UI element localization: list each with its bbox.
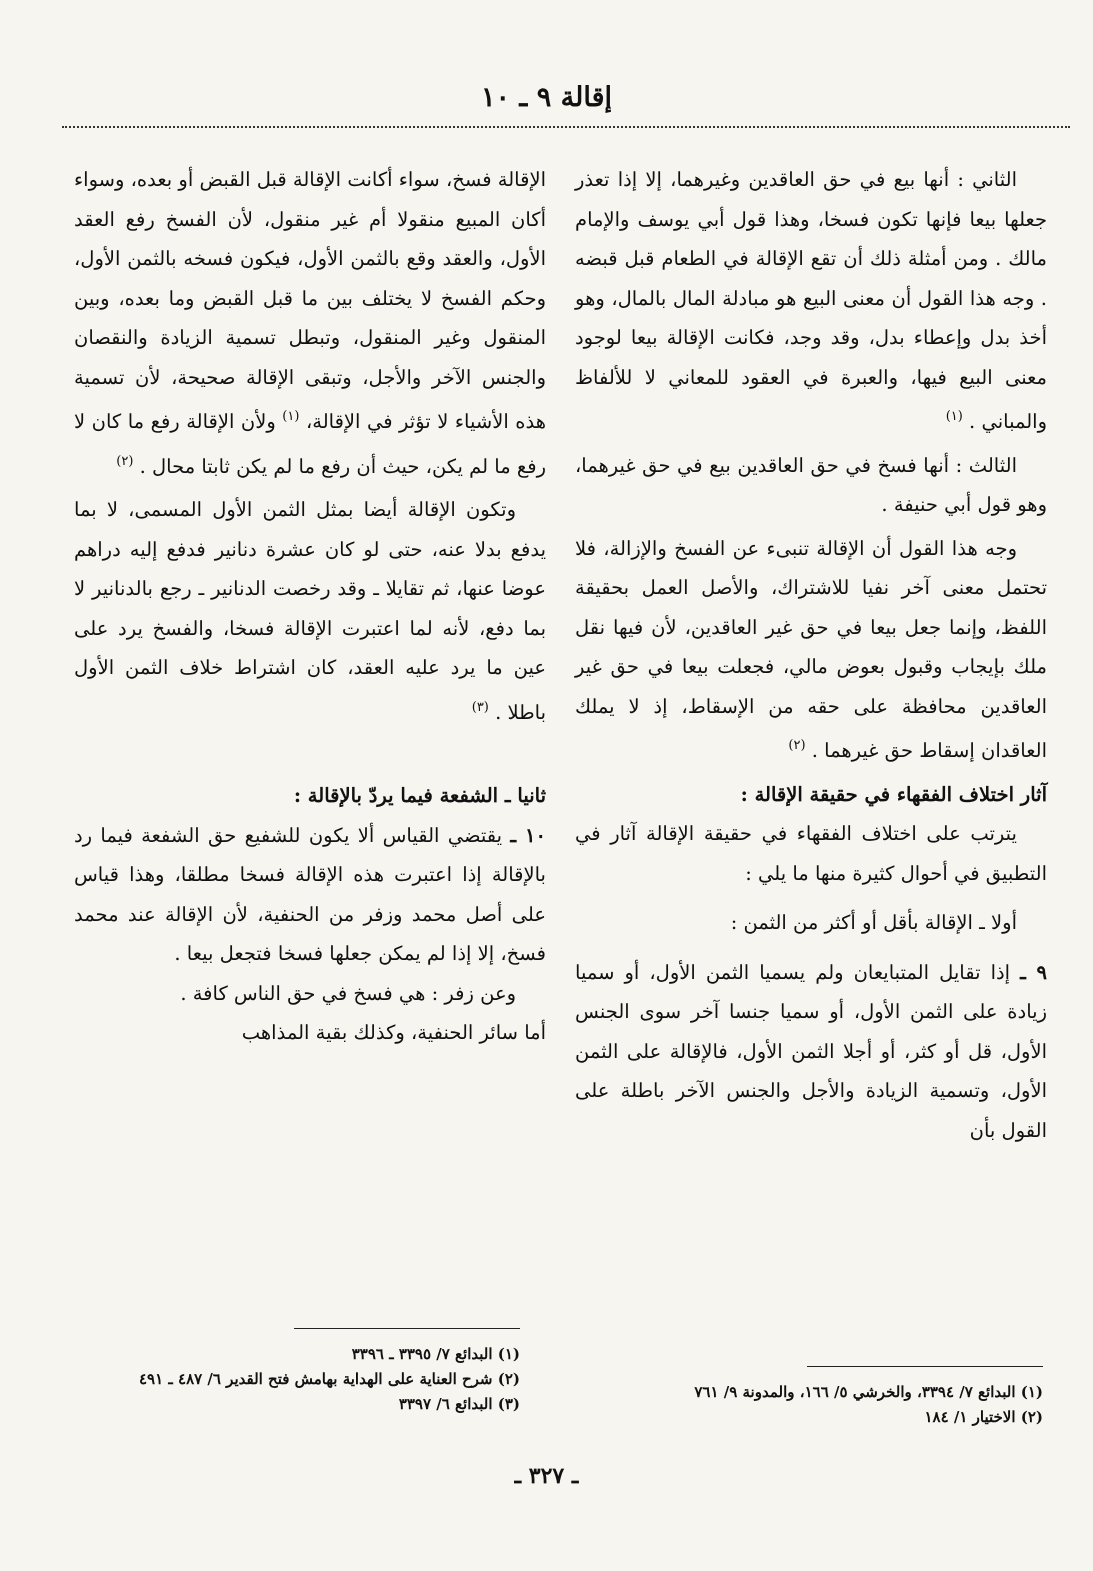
footnote-marker: (١): [945, 409, 963, 424]
footnote-divider: [807, 1366, 1043, 1367]
paragraph: وعن زفر : هي فسخ في حق الناس كافة .: [180, 981, 516, 1005]
page-number: ـ ٣٢٧ ـ: [514, 1463, 579, 1489]
header-divider: [62, 126, 1070, 128]
right-column: [575, 160, 1047, 1150]
paragraph: وجه هذا القول أن الإقالة تنبىء عن الفسخ والإزالة، فلا تحتمل معنى آخر نفيا للاشتراك، والأصل العمل بحقيقة اللفظ، وإنما جعل بيعا في حق غير العاقدين، لأن فيها نقل ملك بإيجاب وقبول بعوض مالي، فجعلت بيعا في حق غير العاقدين محافظة على حقه من الإسقاط، إذ لا يملك العاقدان إسقاط حق غيرهما . $^{(٢)}$: [575, 536, 1047, 762]
footnote: (١) البدائع ٧/ ٣٣٩٤، والخرشي ٥/ ١٦٦، والمدونة ٩/ ٧٦١: [694, 1383, 1043, 1401]
paragraph: ٩ ـ إذا تقايل المتبايعان ولم يسميا الثمن الأول، أو سميا زيادة على الثمن الأول، أو سميا جنسا آخر سوى الجنس الأول، قل أو كثر، أو أجلا الثمن الأول، فالإقالة على الثمن الأول، وتسمية الزيادة والأجل والجنس الآخر باطلة على القول بأن: [575, 960, 1047, 1142]
footnote: (٢) الاختيار ١/ ١٨٤: [924, 1408, 1043, 1426]
left-column: [74, 160, 546, 1053]
paragraph: الثالث : أنها فسخ في حق العاقدين بيع في حق غيرهما، وهو قول أبي حنيفة .: [575, 453, 1047, 516]
paragraph: الثاني : أنها بيع في حق العاقدين وغيرهما، إلا إذا تعذر جعلها بيعا فإنها تكون فسخا، وهذا قول أبي يوسف والإمام مالك . ومن أمثلة ذلك أن تقع الإقالة في الطعام قبل قبضه . وجه هذا القول أن معنى البيع هو مبادلة المال بالمال، وهو أخذ بدل وإعطاء بدل، وقد وجد، فكانت الإقالة بيعا لوجود معنى البيع فيها، والعبرة في العقود للمعاني لا للألفاظ والمباني . $^{(١)}$: [575, 168, 1047, 433]
paragraph: ١٠ ـ يقتضي القياس ألا يكون للشفيع حق الشفعة فيما رد بالإقالة إذا اعتبرت هذه الإقالة فسخا مطلقا، وهذا قياس على أصل محمد وزفر من الحنفية، لأن الإقالة عند محمد فسخ، إلا إذا لم يمكن جعلها فسخا فتجعل بيعا .: [74, 823, 546, 965]
subsection-heading: أولا ـ الإقالة بأقل أو أكثر من الثمن :: [730, 911, 1017, 934]
paragraph: وتكون الإقالة أيضا بمثل الثمن الأول المسمى، لا بما يدفع بدلا عنه، حتى لو كان عشرة دنانير فدفع إليه دراهم عوضا عنها، ثم تقايلا ـ وقد رخصت الدنانير ـ رجع بالدنانير لا بما دفع، لأنه لما اعتبرت الإقالة فسخا، والفسخ يرد على عين ما يرد عليه العقد، كان اشتراط خلاف الثمن الأول باطلا . $^{(٣)}$: [74, 498, 546, 724]
paragraph: يترتب على اختلاف الفقهاء في حقيقة الإقالة آثار في التطبيق في أحوال كثيرة منها ما يلي :: [575, 822, 1047, 885]
paragraph-number: ١٠ ـ: [510, 823, 546, 847]
footnote-marker: (٣): [471, 699, 489, 715]
footnotes-left: [50, 1342, 520, 1417]
footnote: (٣) البدائع ٦/ ٣٣٩٧: [398, 1395, 520, 1413]
section-heading: آثار اختلاف الفقهاء في حقيقة الإقالة :: [740, 782, 1047, 806]
footnote-marker: (١): [282, 409, 300, 424]
page-header-title: إقالة ٩ ـ ١٠: [481, 82, 612, 113]
footnote: (١) البدائع ٧/ ٣٣٩٥ ـ ٣٣٩٦: [351, 1345, 520, 1363]
section-heading: ثانيا ـ الشفعة فيما يردّ بالإقالة :: [293, 784, 546, 807]
footnote-marker: (٢): [116, 453, 134, 469]
footnotes-right: [573, 1380, 1043, 1430]
paragraph: أما سائر الحنفية، وكذلك بقية المذاهب: [241, 1021, 546, 1044]
footnote-marker: (٢): [788, 738, 806, 753]
paragraph: الإقالة فسخ، سواء أكانت الإقالة قبل القبض أو بعده، وسواء أكان المبيع منقولا أم غير منقول، لأن الفسخ رفع العقد الأول، والعقد وقع بالثمن الأول، فيكون فسخه بالثمن الأول، وحكم الفسخ لا يختلف بين ما قبل القبض وما بعده، وبين المنقول وغير المنقول، وتبطل تسمية الزيادة والنقصان والجنس الآخر والأجل، وتبقى الإقالة صحيحة، لأن تسمية هذه الأشياء لا تؤثر في الإقالة، $^{(١)}$ ولأن الإقالة رفع ما كان لا رفع ما لم يكن، حيث أن رفع ما لم يكن ثابتا محال . $^{(٢)}$: [74, 168, 546, 478]
footnote-divider: [294, 1328, 520, 1329]
paragraph-number: ٩ ـ: [1020, 960, 1047, 984]
footnote: (٢) شرح العناية على الهداية بهامش فتح القدير ٦/ ٤٨٧ ـ ٤٩١: [139, 1370, 520, 1388]
